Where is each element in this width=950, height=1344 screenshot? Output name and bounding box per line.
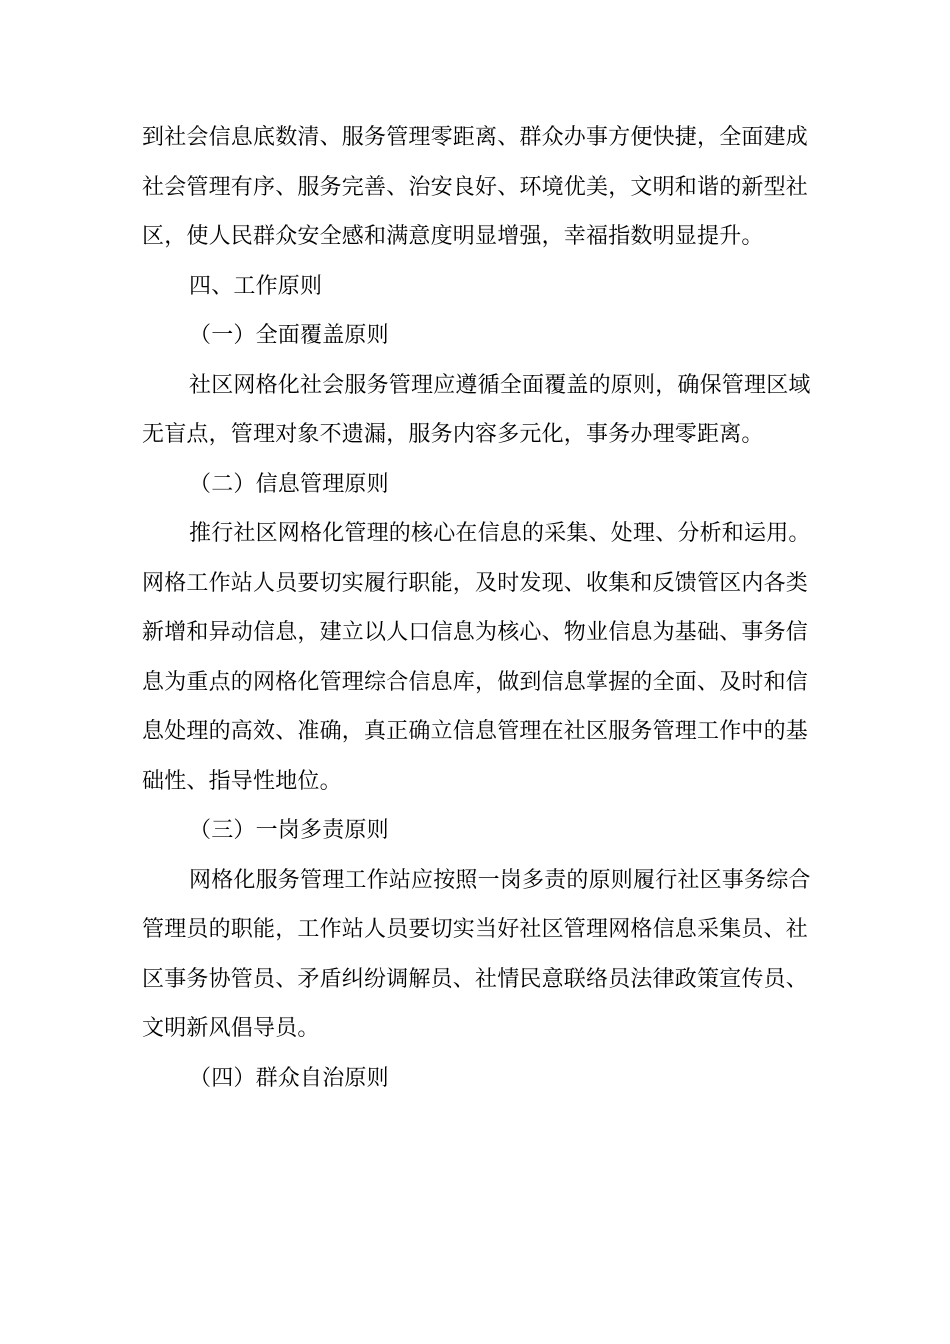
text-line: 推行社区网格化管理的核心在信息的采集、处理、分析和运用。 [189,521,811,546]
text-line: 础性、指导性地位。 [142,768,342,794]
text-line: 区事务协管员、矛盾纠纷调解员、社情民意联络员法律政策宣传员、 [142,966,809,992]
text-line: 无盲点，管理对象不遗漏，服务内容多元化，事务办理零距离。 [142,422,764,447]
subsection-heading: （三）一岗多责原则 [189,818,389,843]
text-line: 区，使人民群众安全感和满意度明显增强，幸福指数明显提升。 [142,224,764,249]
subsection-heading: （一）全面覆盖原则 [189,323,389,348]
section-heading: 四、工作原则 [189,273,323,299]
text-line: 网格工作站人员要切实履行职能，及时发现、收集和反馈管区内各类 [142,570,809,596]
text-line: 息为重点的网格化管理综合信息库，做到信息掌握的全面、及时和信 [142,669,809,695]
text-line: 网格化服务管理工作站应按照一岗多责的原则履行社区事务综合 [189,867,811,893]
text-line: 文明新风倡导员。 [142,1016,320,1041]
text-line: 管理员的职能，工作站人员要切实当好社区管理网格信息采集员、社 [142,917,809,942]
text-line: 新增和异动信息，建立以人口信息为核心、物业信息为基础、事务信 [142,620,809,645]
text-line: 社会管理有序、服务完善、治安良好、环境优美，文明和谐的新型社 [142,174,809,200]
subsection-heading: （四）群众自治原则 [189,1065,389,1091]
text-line: 息处理的高效、准确，真正确立信息管理在社区服务管理工作中的基 [142,719,809,744]
text-line: 社区网格化社会服务管理应遵循全面覆盖的原则，确保管理区域 [189,372,811,398]
text-line: 到社会信息底数清、服务管理零距离、群众办事方便快捷，全面建成 [142,125,809,150]
subsection-heading: （二）信息管理原则 [189,471,389,497]
document-body [142,113,822,1103]
